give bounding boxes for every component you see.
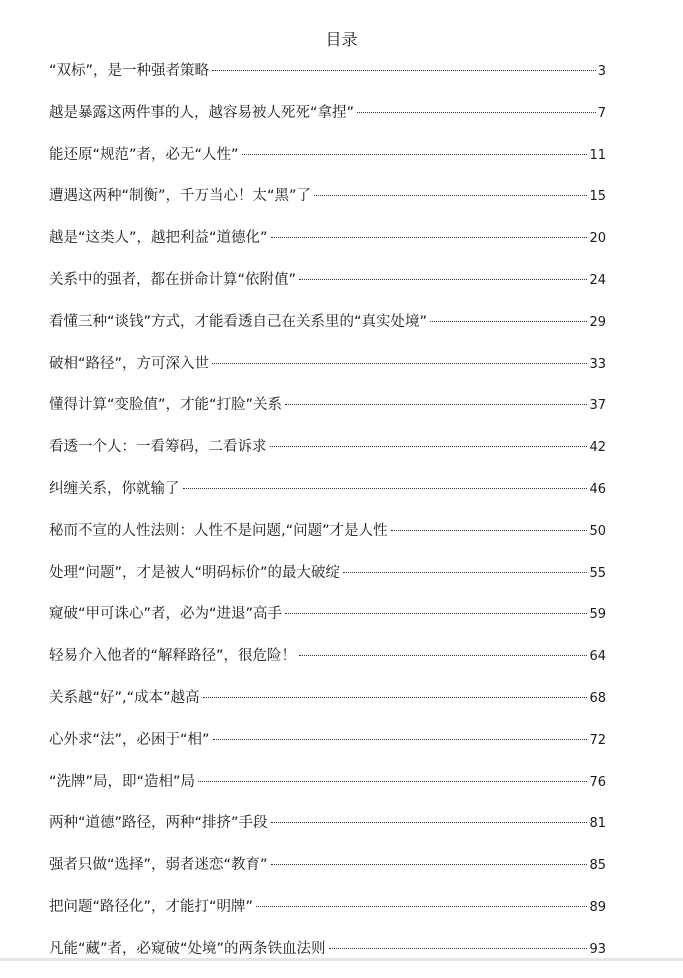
toc-page-number: 89: [589, 899, 606, 915]
toc-dot-leader: [242, 154, 588, 155]
toc-dot-leader: [183, 488, 588, 489]
toc-page-number: 37: [589, 398, 606, 414]
toc-dot-leader: [299, 279, 587, 280]
toc-dot-leader: [198, 781, 587, 782]
toc-entry[interactable]: [49, 894, 606, 936]
toc-entry[interactable]: [49, 685, 606, 727]
toc-page-number: 24: [589, 272, 606, 288]
toc-entry-title: 两种“道德”路径，两种“排挤”手段: [49, 815, 268, 832]
toc-entry-title: 心外求“法”，必困于“相”: [49, 731, 210, 748]
toc-entry-title: 处理“问题”，才是被人“明码标价”的最大破绽: [49, 564, 341, 581]
toc-entry-title: 越是暴露这两件事的人，越容易被人死死“拿捏”: [49, 104, 355, 121]
toc-entry-title: 越是“这类人”，越把利益“道德化”: [49, 230, 268, 247]
toc-entry[interactable]: [49, 727, 606, 769]
toc-dot-leader: [271, 822, 588, 823]
toc-entry[interactable]: [49, 643, 606, 685]
toc-entry-title: 遭遇这两种“制衡”，千万当心！太“黑”了: [49, 188, 312, 205]
toc-entry[interactable]: [49, 225, 606, 267]
toc-dot-leader: [285, 404, 587, 405]
toc-dot-leader: [212, 70, 596, 71]
toc-dot-leader: [212, 363, 587, 364]
toc-entry[interactable]: [49, 852, 606, 894]
toc-dot-leader: [285, 613, 587, 614]
toc-page-number: 76: [589, 774, 606, 790]
toc-list: [49, 58, 606, 978]
toc-page-number: 11: [589, 147, 606, 163]
toc-entry[interactable]: [49, 518, 606, 560]
toc-page-number: 7: [597, 105, 606, 121]
toc-entry[interactable]: [49, 392, 606, 434]
toc-dot-leader: [203, 697, 588, 698]
toc-dot-leader: [343, 572, 587, 573]
toc-entry[interactable]: [49, 100, 606, 142]
toc-entry-title: “双标”，是一种强者策略: [49, 63, 210, 79]
toc-entry-title: 窥破“甲可诛心”者，必为“进退”高手: [49, 606, 283, 623]
toc-page-number: 93: [589, 941, 606, 957]
toc-page-number: 72: [589, 732, 606, 748]
toc-dot-leader: [357, 112, 596, 113]
toc-dot-leader: [329, 948, 588, 949]
toc-entry[interactable]: [49, 476, 606, 518]
toc-entry-title: 关系中的强者，都在拼命计算“依附值”: [49, 271, 297, 288]
toc-entry[interactable]: [49, 142, 606, 184]
toc-entry-title: 轻易介入他者的“解释路径”，很危险！: [49, 648, 297, 665]
toc-page-number: 33: [589, 356, 606, 372]
toc-entry-title: 看透一个人：一看筹码，二看诉求: [49, 439, 267, 456]
toc-page-number: 81: [589, 816, 606, 832]
toc-dot-leader: [391, 530, 588, 531]
toc-page-number: 59: [589, 607, 606, 623]
toc-entry-title: 懂得计算“变脸值”，才能“打脸”关系: [49, 397, 283, 414]
toc-entry-title: 看懂三种“谈钱”方式，才能看透自己在关系里的“真实处境”: [49, 313, 428, 330]
toc-dot-leader: [271, 237, 588, 238]
toc-dot-leader: [271, 864, 588, 865]
toc-dot-leader: [270, 446, 588, 447]
toc-entry[interactable]: [49, 309, 606, 351]
toc-dot-leader: [256, 906, 587, 907]
toc-entry-title: 强者只做“选择”，弱者迷恋“教育”: [49, 857, 268, 874]
toc-dot-leader: [314, 195, 587, 196]
toc-page-number: 29: [589, 314, 606, 330]
toc-entry-title: 关系越“好”,“成本”越高: [49, 689, 200, 706]
toc-entry[interactable]: [49, 601, 606, 643]
toc-entry[interactable]: [49, 560, 606, 602]
toc-page-number: 3: [597, 64, 606, 79]
toc-entry[interactable]: [49, 58, 606, 100]
toc-entry-title: 能还原“规范”者，必无“人性”: [49, 146, 239, 163]
toc-page-number: 20: [589, 231, 606, 247]
toc-dot-leader: [430, 321, 587, 322]
toc-page-number: 68: [589, 690, 606, 706]
toc-title: 目录: [325, 30, 358, 49]
toc-entry[interactable]: [49, 434, 606, 476]
toc-entry[interactable]: [49, 810, 606, 852]
toc-page-number: 42: [589, 440, 606, 456]
toc-page-number: 85: [589, 858, 606, 874]
toc-page-number: 50: [589, 523, 606, 539]
toc-entry-title: 纠缠关系，你就输了: [49, 480, 180, 497]
toc-entry-title: “洗牌”局，即“造相”局: [49, 773, 196, 790]
toc-entry[interactable]: [49, 351, 606, 393]
toc-entry-title: 秘而不宣的人性法则：人性不是问题,“问题”才是人性: [49, 522, 388, 539]
toc-entry-title: 把问题“路径化”，才能打“明牌”: [49, 898, 254, 915]
toc-page-number: 15: [589, 189, 606, 205]
toc-entry[interactable]: [49, 769, 606, 811]
toc-page-number: 46: [589, 481, 606, 497]
toc-entry[interactable]: [49, 936, 606, 978]
toc-dot-leader: [213, 739, 588, 740]
toc-page-number: 55: [589, 565, 606, 581]
toc-entry-title: 破相“路径”，方可深入世: [49, 355, 210, 372]
toc-page-number: 64: [589, 649, 606, 665]
toc-entry[interactable]: [49, 267, 606, 309]
toc-entry[interactable]: [49, 183, 606, 225]
toc-dot-leader: [299, 655, 587, 656]
toc-entry-title: 凡能“藏”者，必窥破“处境”的两条铁血法则: [49, 940, 326, 957]
